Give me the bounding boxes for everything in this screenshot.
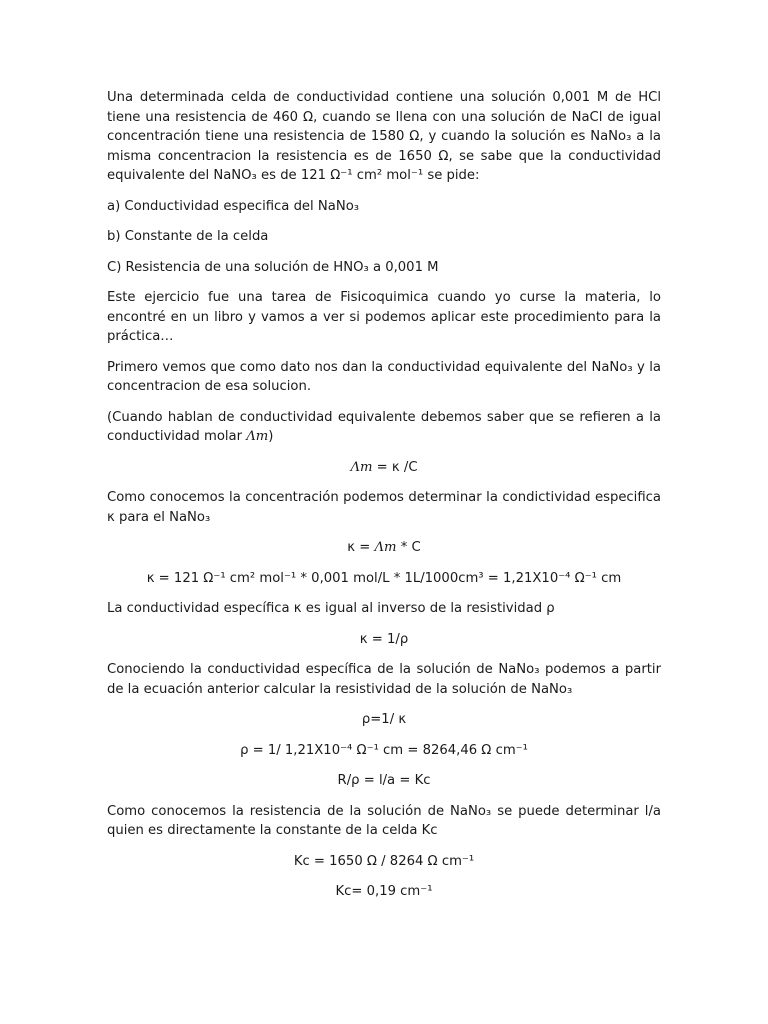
formula-rho: ρ=1/ κ — [361, 712, 407, 727]
lambda-m-symbol: Λm — [374, 540, 397, 555]
lambda-m-symbol: Λm — [350, 459, 373, 475]
formula-kc-value: Kc= 0,19 cm⁻¹ — [335, 884, 433, 899]
note-text: (Cuando hablan de conductividad equivalente debemos saber que se refieren a la conductividad molar — [107, 409, 661, 444]
resistivity-calc-paragraph: Conociendo la conductividad específica de la solución de NaNo₃ podemos a partir de la ecuación anterior calcular la resistividad de la solución de NaNo₃ — [107, 662, 661, 697]
question-b: b) Constante de la celda — [107, 229, 269, 244]
formula-kappa — [107, 538, 661, 558]
formula-cell-constant: R/ρ = l/a = Kc — [337, 773, 431, 788]
formula-rho-value: ρ = 1/ 1,21X10⁻⁴ Ω⁻¹ cm = 8264,46 Ω cm⁻¹ — [240, 742, 528, 758]
formula-kappa-right: * C — [396, 540, 421, 555]
formula-lambda-m — [107, 458, 661, 478]
formula-kappa-left: κ = — [347, 540, 375, 555]
intro-paragraph: Este ejercicio fue una tarea de Fisicoquimica cuando yo curse la materia, lo encontré en un libro y vamos a ver si podemos aplicar este procedimiento para la práctica… — [107, 290, 661, 344]
molar-conductivity-note — [107, 408, 661, 447]
problem-statement: Una determinada celda de conductividad contiene una solución 0,001 M de HCl tiene una resistencia de 460 Ω, cuando se llena con una solución de NaCl de igual concentración tiene una resistencia de 1580 Ω, y cuando la solución es NaNo₃ a la misma concentracion la resistencia es de 1650 Ω, se sabe que la conductividad equivalente del NaNO₃ es de 121 Ω⁻¹ cm² mol⁻¹ se pide: — [107, 90, 661, 183]
concentration-paragraph: Como conocemos la concentración podemos determinar la condictividad especifica κ para el NaNo₃ — [107, 490, 661, 525]
formula-kappa-inverse: κ = 1/ρ — [359, 631, 409, 647]
question-c: C) Resistencia de una solución de HNO₃ a 0,001 M — [107, 259, 439, 275]
cell-constant-paragraph: Como conocemos la resistencia de la solución de NaNo₃ se puede determinar l/a quien es directamente la constante de la celda Kc — [107, 803, 661, 838]
resistivity-paragraph: La conductividad específica κ es igual al inverso de la resistividad ρ — [107, 601, 555, 616]
note-close: ) — [268, 429, 274, 444]
formula-kc: Kc = 1650 Ω / 8264 Ω cm⁻¹ — [293, 853, 475, 869]
lambda-m-symbol: Λm — [246, 429, 269, 444]
formula-rest: = κ /C — [372, 459, 418, 475]
formula-kappa-value: κ = 121 Ω⁻¹ cm² mol⁻¹ * 0,001 mol/L * 1L/1000cm³ = 1,21X10⁻⁴ Ω⁻¹ cm — [146, 570, 622, 586]
first-step-paragraph: Primero vemos que como dato nos dan la conductividad equivalente del NaNo₃ y la concentracion de esa solucion. — [107, 359, 661, 394]
document-body — [107, 88, 661, 902]
question-a: a) Conductividad especifica del NaNo₃ — [107, 198, 360, 214]
